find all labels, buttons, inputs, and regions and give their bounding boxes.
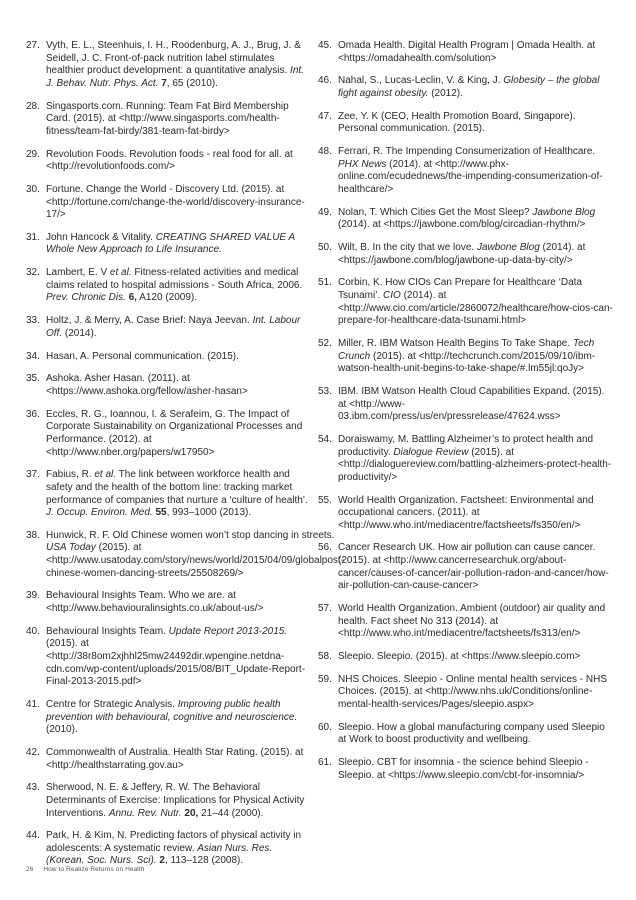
reference-item [26, 469, 311, 519]
reference-segment: Ashoka. Asher Hasan. (2011). at <https://www.ashoka.org/fellow/asher-hasan> [46, 373, 248, 397]
reference-item [318, 495, 614, 533]
reference-item [26, 626, 311, 689]
reference-item [26, 149, 311, 174]
reference-number: 41. [26, 698, 40, 710]
reference-text [46, 184, 311, 222]
reference-item [318, 603, 614, 641]
reference-item [26, 782, 311, 820]
reference-segment: , 113–128 (2008). [164, 855, 244, 867]
reference-segment: (2014). at <https://jawbone.com/blog/circadian-rhythm/> [338, 219, 586, 231]
reference-segment: John Hancock & Vitality. [46, 231, 156, 243]
reference-item [26, 409, 311, 459]
reference-segment: Centre for Strategic Analysis. [46, 698, 178, 710]
reference-item [26, 373, 311, 398]
reference-italic-segment: Int. Labour Off. [46, 315, 301, 339]
reference-item [26, 267, 311, 305]
reference-item [318, 651, 614, 664]
reference-number: 53. [318, 385, 332, 397]
reference-item [26, 351, 311, 364]
reference-italic-segment: Dialogue Review [393, 446, 469, 458]
reference-segment: (2014). at <http://www.cio.com/article/2860072/healthcare/how-cios-can-prepare-for-healthcare-data-tsunami.html> [338, 290, 613, 327]
reference-text [46, 149, 311, 174]
reference-text [46, 530, 344, 580]
reference-number: 49. [318, 206, 332, 218]
reference-italic-segment: Globesity – the global fight against obesity. [338, 75, 600, 99]
reference-text [46, 315, 311, 340]
reference-segment: Ferrari, R. The Impending Consumerization of Healthcare. [338, 146, 596, 158]
reference-italic-segment: et al. [109, 267, 132, 279]
reference-number: 42. [26, 746, 40, 758]
reference-segment: Fitness-related activities and medical claims related to hospital admissions - South Africa, 2006. [46, 267, 303, 291]
reference-italic-segment: Improving public health prevention with behavioural, cognitive and neuroscience. [46, 698, 298, 723]
reference-text [338, 40, 614, 65]
reference-italic-segment: Asian Nurs. Res. (Korean. Soc. Nurs. Sci). [46, 842, 273, 867]
reference-segment: (2015). at <http://www.usatoday.com/story/news/world/2015/04/09/globalpost-chinese-women-dancing-streets/25508269/> [46, 542, 345, 579]
reference-item [318, 542, 614, 592]
reference-segment: Revolution Foods. Revolution foods - real food for all. at <http://revolutionfoods.com/> [46, 148, 293, 173]
reference-text [338, 207, 614, 232]
reference-italic-segment: J. Occup. Environ. Med. [46, 507, 153, 519]
reference-number: 39. [26, 590, 40, 602]
reference-segment: Wilt, B. In the city that we love. [338, 242, 477, 254]
reference-number: 60. [318, 721, 332, 733]
reference-bold-segment: 2 [159, 855, 165, 867]
reference-text [46, 373, 311, 398]
reference-text [338, 338, 614, 376]
reference-bold-segment: 7 [161, 77, 167, 89]
reference-item [318, 722, 614, 747]
reference-segment: (2015). at <http://dialoguereview.com/battling-alzheimers-protect-health-productivity/> [338, 446, 612, 483]
reference-number: 55. [318, 494, 332, 506]
reference-number: 44. [26, 830, 40, 842]
reference-segment: Park, H. & Kim, N. Predicting factors of physical activity in adolescents: A systematic review. [46, 830, 302, 854]
reference-segment: Hasan, A. Personal communication. (2015). [46, 350, 239, 362]
reference-italic-segment: Jawbone Blog [532, 206, 596, 218]
reference-text [46, 469, 311, 519]
reference-text [46, 830, 311, 868]
reference-segment: (2014). [62, 327, 97, 339]
reference-text [46, 626, 311, 689]
reference-segment: The link between workforce health and safety and the health of the bottom line: tracking market performance of companies that nurture a ‘culture of health’. [46, 469, 308, 506]
reference-item [318, 111, 614, 136]
page-number: 26 [26, 866, 34, 873]
reference-item [26, 747, 311, 772]
reference-italic-segment: CREATING SHARED VALUE A Whole New Approach to Life Insurance. [46, 231, 295, 256]
reference-bold-segment: 6, [128, 292, 137, 304]
reference-text [46, 590, 311, 615]
reference-item [318, 386, 614, 424]
reference-italic-segment: Jawbone Blog [476, 242, 540, 254]
reference-text [338, 146, 614, 196]
reference-segment: Lambert, E. V [46, 267, 110, 279]
reference-number: 40. [26, 625, 40, 637]
reference-number: 29. [26, 148, 40, 160]
reference-item [318, 75, 614, 100]
reference-segment: (2012). [428, 87, 463, 99]
reference-number: 52. [318, 338, 332, 349]
reference-segment: IBM. IBM Watson Health Cloud Capabilities Expand. (2015). at <http://www-03.ibm.com/press/us/en/pressrelease/47624.wss> [338, 385, 605, 423]
reference-bold-segment: 20, [184, 807, 199, 819]
reference-segment: Fortune. Change the World - Discovery Ltd. (2015). at <http://fortune.com/change-the-world/discovery-insurance-17/> [46, 183, 305, 221]
reference-number: 34. [26, 350, 40, 362]
reference-segment: World Health Organization. Factsheet: Environmental and occupational cancers. (2011). at <http://www.who.int/mediacentre/factsheets/fs350/en/> [338, 494, 594, 531]
reference-segment: Sleepio. Sleepio. (2015). at <https://www.sleepio.com> [338, 651, 581, 662]
reference-segment: Sleepio. CBT for insomnia - the science behind Sleepio - Sleepio. at <https://www.sleepio.com/cbt-for-insomnia/> [338, 757, 589, 781]
reference-italic-segment: PHX News [338, 158, 387, 170]
reference-segment: Singasports.com. Running: Team Fat Bird Membership Card. (2015). at <http://www.singasports.com/health-fitness/team-fat-birdy/381-team-fat-birdy> [46, 100, 289, 137]
reference-segment: NHS Choices. Sleepio - Online mental health services - NHS Choices. (2015). at <http://www.nhs.uk/Conditions/online-mental-health-services/Pages/sleepio.aspx> [338, 673, 607, 710]
reference-segment: Sherwood, N. E. & Jeffery, R. W. The Behavioral Determinants of Exercise: Implications for Physical Activity Interventions. [46, 782, 305, 819]
reference-item [318, 757, 614, 782]
reference-segment: Zee, Y. K (CEO, Health Promotion Board, Singapore). Personal communication. (2015). [338, 110, 576, 135]
reference-item [26, 830, 311, 868]
reference-item [26, 101, 311, 139]
reference-number: 37. [26, 469, 40, 481]
reference-number: 51. [318, 277, 332, 289]
reference-number: 58. [318, 651, 332, 662]
reference-number: 57. [318, 603, 332, 615]
reference-item [26, 315, 311, 340]
reference-text [338, 757, 614, 782]
reference-italic-segment: Tech Crunch [338, 338, 595, 362]
reference-segment: Commonwealth of Australia. Health Star Rating. (2015). at <http://healthstarrating.gov.au> [46, 746, 304, 771]
reference-italic-segment: Int. J. Behav. Nutr. Phys. Act. [46, 65, 304, 89]
page-footer [26, 866, 144, 873]
reference-number: 28. [26, 100, 40, 112]
reference-text [338, 75, 614, 100]
reference-number: 30. [26, 183, 40, 195]
reference-segment: Fabius, R. [46, 469, 95, 481]
reference-segment: Holtz, J. & Merry, A. Case Brief: Naya Jeevan. [46, 315, 253, 327]
reference-segment: Vyth, E. L., Steenhuis, I. H., Roodenburg, A. J., Brug, J. & Seidell, J. C. Front-of-pack nutrition label stimulates healthier product development: a quantitative analysis. [46, 40, 301, 77]
reference-text [338, 674, 614, 712]
reference-number: 59. [318, 673, 332, 685]
reference-segment: Behavioural Insights Team. [46, 625, 169, 637]
reference-text [46, 747, 311, 772]
reference-item [318, 277, 614, 327]
references-column-right [318, 40, 614, 793]
reference-segment: (2015). at <http://38r8om2xjhhl25mw24492dir.wpengine.netdna-cdn.com/wp-content/uploads/2015/08/BIT_Update-Report-Final-2013-2015.pdf> [46, 638, 306, 688]
reference-item [318, 242, 614, 267]
reference-segment: Eccles, R. G., Ioannou, I. & Serafeim, G. The Impact of Corporate Sustainability on Organizational Processes and Performance. (2012). at <http://www.nber.org/papers/w17950> [46, 408, 303, 458]
reference-number: 38. [26, 529, 40, 541]
reference-text [338, 603, 614, 641]
reference-item [26, 232, 311, 257]
reference-text [338, 542, 614, 592]
reference-item [318, 40, 614, 65]
reference-text [46, 232, 311, 257]
reference-segment: Omada Health. Digital Health Program | Omada Health. at <https://omadahealth.com/solution> [338, 40, 596, 64]
reference-item [26, 590, 311, 615]
reference-text [338, 495, 614, 533]
reference-text [46, 101, 311, 139]
reference-text [46, 351, 311, 364]
reference-italic-segment: Annu. Rev. Nutr. [108, 807, 182, 819]
reference-number: 50. [318, 242, 332, 254]
reference-italic-segment: USA Today [46, 542, 96, 554]
reference-segment: World Health Organization. Ambient (outdoor) air quality and health. Fact sheet No 313 (2014). at <http://www.who.int/mediacentre/factsheets/fs313/en/> [338, 603, 606, 640]
reference-text [338, 434, 614, 484]
reference-number: 61. [318, 757, 332, 769]
reference-segment: Nahal, S., Lucas-Leclin, V. & King, J. [338, 75, 504, 87]
reference-item [318, 146, 614, 196]
reference-segment: Corbin, K. How CIOs Can Prepare for Healthcare ‘Data Tsunami’. [338, 277, 582, 302]
reference-item [318, 207, 614, 232]
reference-number: 47. [318, 110, 332, 122]
reference-text [46, 409, 311, 459]
reference-item [26, 699, 311, 737]
reference-text [46, 267, 311, 305]
reference-text [338, 111, 614, 136]
reference-number: 56. [318, 542, 332, 554]
reference-item [318, 338, 614, 376]
reference-text [338, 242, 614, 267]
reference-segment: 21–44 (2000). [198, 807, 264, 819]
reference-segment: (2014). at <http://www.phx-online.com/ecudednews/the-impending-consumerization-of-healthcare/> [338, 158, 603, 195]
reference-item [26, 184, 311, 222]
reference-number: 33. [26, 315, 40, 327]
reference-number: 45. [318, 40, 332, 51]
reference-number: 36. [26, 408, 40, 420]
reference-number: 43. [26, 782, 40, 794]
reference-segment: A120 (2009). [136, 292, 198, 304]
reference-segment: Nolan, T. Which Cities Get the Most Sleep? [338, 206, 533, 218]
reference-bold-segment: 55 [155, 507, 167, 519]
reference-segment: , 65 (2010). [166, 77, 218, 89]
reference-item [318, 674, 614, 712]
footer-title: How to Realize Returns on Health [43, 866, 145, 873]
reference-number: 48. [318, 146, 332, 158]
reference-segment: (2014). at <https://jawbone.com/blog/jawbone-up-data-by-city/> [338, 242, 586, 266]
reference-segment: Cancer Research UK. How air pollution can cause cancer. (2015). at <http://www.cancerresearchuk.org/about-cancer/causes-of-cancer/air-pollution-radon-and-cancer/how-air-pollution-can-cause-cancer> [338, 542, 609, 592]
reference-number: 54. [318, 433, 332, 445]
reference-segment: Behavioural Insights Team. Who we are. at <http://www.behaviouralinsights.co.uk/about-us/> [46, 590, 264, 615]
reference-segment: (2010). [46, 724, 78, 736]
reference-segment: Miller, R. IBM Watson Health Begins To Take Shape. [338, 338, 573, 349]
reference-item [318, 434, 614, 484]
reference-segment: , 993–1000 (2013). [166, 507, 252, 519]
reference-number: 35. [26, 373, 40, 385]
reference-text [46, 782, 311, 820]
reference-segment: (2015). at <http://techcrunch.com/2015/09/10/ibm-watson-health-unit-begins-to-take-shape/#.lm55jl:qoJy> [338, 350, 596, 375]
reference-text [46, 40, 311, 90]
reference-text [46, 699, 311, 737]
reference-italic-segment: CIO [383, 290, 401, 302]
reference-text [338, 277, 614, 327]
reference-italic-segment: Prev. Chronic Dis. [46, 292, 126, 304]
reference-segment: Hunwick, R. F. Old Chinese women won’t stop dancing in streets. [46, 529, 335, 541]
reference-number: 46. [318, 75, 332, 87]
reference-number: 31. [26, 231, 40, 243]
reference-text [338, 722, 614, 747]
reference-text [338, 386, 614, 424]
reference-item [26, 40, 311, 90]
reference-italic-segment: et al. [94, 469, 117, 481]
reference-number: 32. [26, 267, 40, 279]
reference-italic-segment: Update Report 2013-2015. [168, 625, 288, 637]
reference-segment: Doraiswamy, M. Battling Alzheimer’s to protect health and productivity. [338, 433, 594, 458]
reference-number: 27. [26, 40, 40, 51]
reference-text [338, 651, 614, 664]
reference-segment: Sleepio. How a global manufacturing company used Sleepio at Work to boost productivity and wellbeing. [338, 721, 605, 746]
